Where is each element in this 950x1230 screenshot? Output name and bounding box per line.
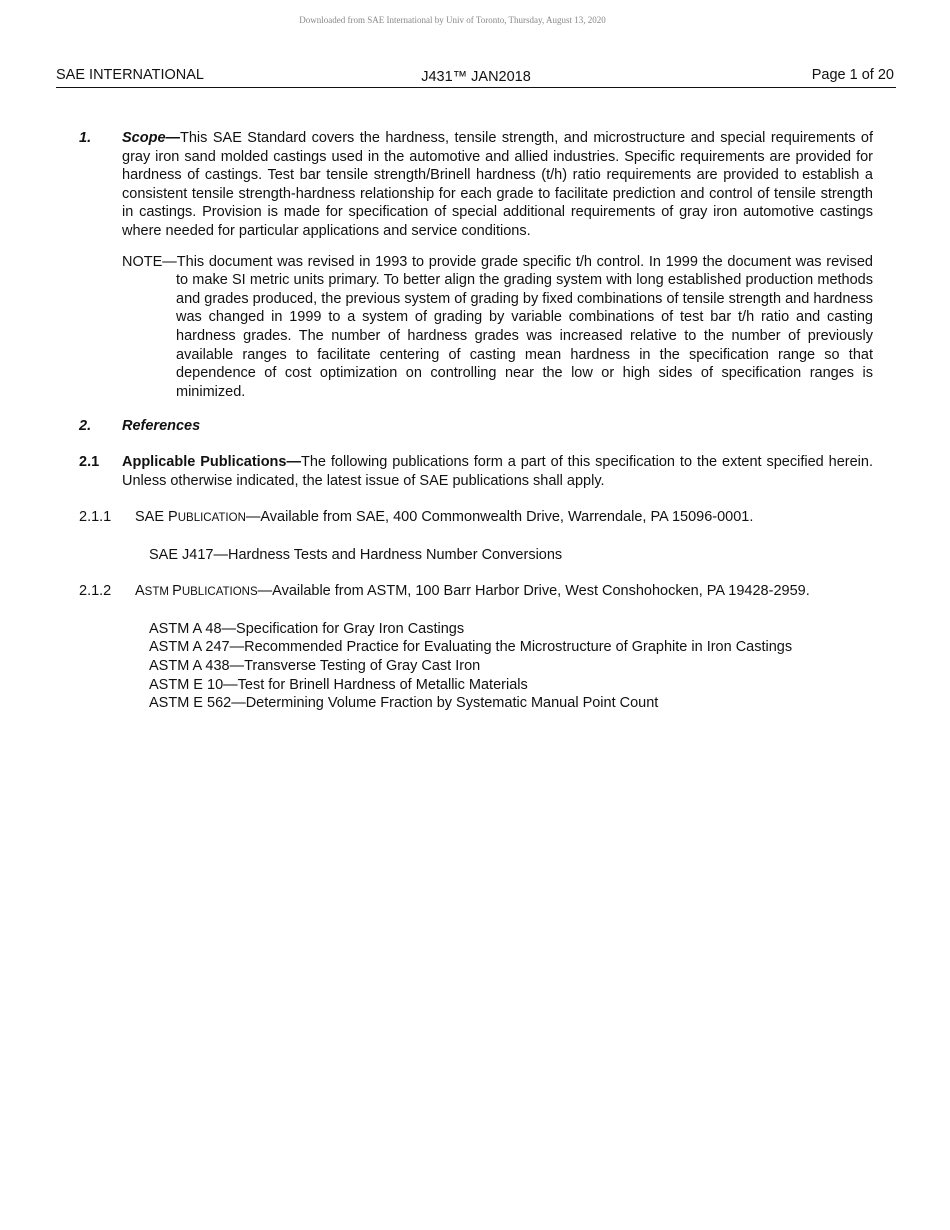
download-watermark: Downloaded from SAE International by Univ of Toronto, Thursday, August 13, 2020	[299, 15, 606, 25]
scope-text: This SAE Standard covers the hardness, tensile strength, and microstructure and special requirements of gray iron sand molded castings used in the automotive and allied industries. Specific requirements are provided for hardness of castings. Test bar tensile strength/Brinell hardness (t/h) ratio requirements are provided to establish a consistent tensile strength-hardness relationship for each grade to facilitate prediction and control of tensile strength in castings. Provision is made for specification of special additional requirements of gray iron automotive castings where needed for particular applications and service conditions.	[122, 130, 873, 239]
heading-part: A	[135, 583, 145, 600]
section-number: 1.	[79, 130, 92, 146]
sae-publication-text: —Available from SAE, 400 Commonwealth Drive, Warrendale, PA 15096-0001.	[245, 509, 754, 526]
heading-part-small: UBLICATION	[177, 512, 246, 525]
heading-part: P	[172, 583, 182, 600]
heading-part-small: STM	[144, 586, 173, 599]
section-sae-publication	[79, 508, 873, 564]
astm-publications-heading	[135, 582, 873, 602]
section-title: References	[122, 418, 201, 435]
reference-item: ASTM E 562—Determining Volume Fraction by Systematic Manual Point Count	[149, 695, 659, 712]
header-page-number: Page 1 of 20	[811, 67, 894, 83]
section-title: Applicable Publications—	[122, 453, 301, 470]
applicable-publications-paragraph	[122, 453, 873, 490]
reference-item: ASTM A 247—Recommended Practice for Evaluating the Microstructure of Graphite in Iron Castings	[149, 639, 793, 656]
scope-note: NOTE—This document was revised in 1993 to provide grade specific t/h control. In 1999 the document was revised to make SI metric units primary. To better align the grading system with long established production methods and grades produced, the previous system of grading by fixed combinations of tensile strength and hardness was changed in 1999 to a system of grading by variable combinations of test bar t/h ratio and casting hardness grades. The number of hardness grades was increased relative to the number of previously available ranges to facilitate centering of casting mean hardness in the specification range so that dependence of cost optimization on controlling near the low or high sides of specification ranges is minimized.	[122, 253, 873, 400]
reference-item: ASTM E 10—Test for Brinell Hardness of Metallic Materials	[149, 676, 528, 693]
section-applicable-publications	[79, 453, 873, 490]
heading-part-small: UBLICATIONS	[181, 586, 258, 599]
applicable-publications-text: The following publications form a part of this specification to the extent specified herein. Unless otherwise indicated, the latest issue of SAE publications shall apply.	[122, 453, 873, 489]
section-scope	[79, 129, 873, 401]
section-number: 2.1.2	[79, 583, 112, 600]
header-org: SAE INTERNATIONAL	[56, 67, 204, 83]
section-number: 2.1.1	[79, 509, 112, 526]
reference-item: SAE J417—Hardness Tests and Hardness Number Conversions	[149, 546, 563, 563]
document-body	[79, 129, 873, 713]
page-header	[56, 66, 896, 88]
astm-publications-text: —Available from ASTM, 100 Barr Harbor Drive, West Conshohocken, PA 19428-2959.	[257, 583, 810, 600]
sae-reference-list	[149, 546, 873, 565]
scope-paragraph	[122, 129, 873, 241]
section-number: 2.1	[79, 453, 100, 470]
section-references	[79, 417, 873, 436]
reference-item: ASTM A 438—Transverse Testing of Gray Cast Iron	[149, 658, 481, 675]
section-astm-publications	[79, 582, 873, 713]
sae-publication-heading	[135, 508, 873, 528]
heading-part: SAE P	[135, 509, 178, 526]
astm-reference-list	[149, 620, 873, 713]
reference-item: ASTM A 48—Specification for Gray Iron Castings	[149, 620, 465, 637]
section-title: Scope—	[122, 130, 181, 146]
section-number: 2.	[79, 418, 92, 435]
header-doc-id: J431™ JAN2018	[421, 69, 531, 85]
